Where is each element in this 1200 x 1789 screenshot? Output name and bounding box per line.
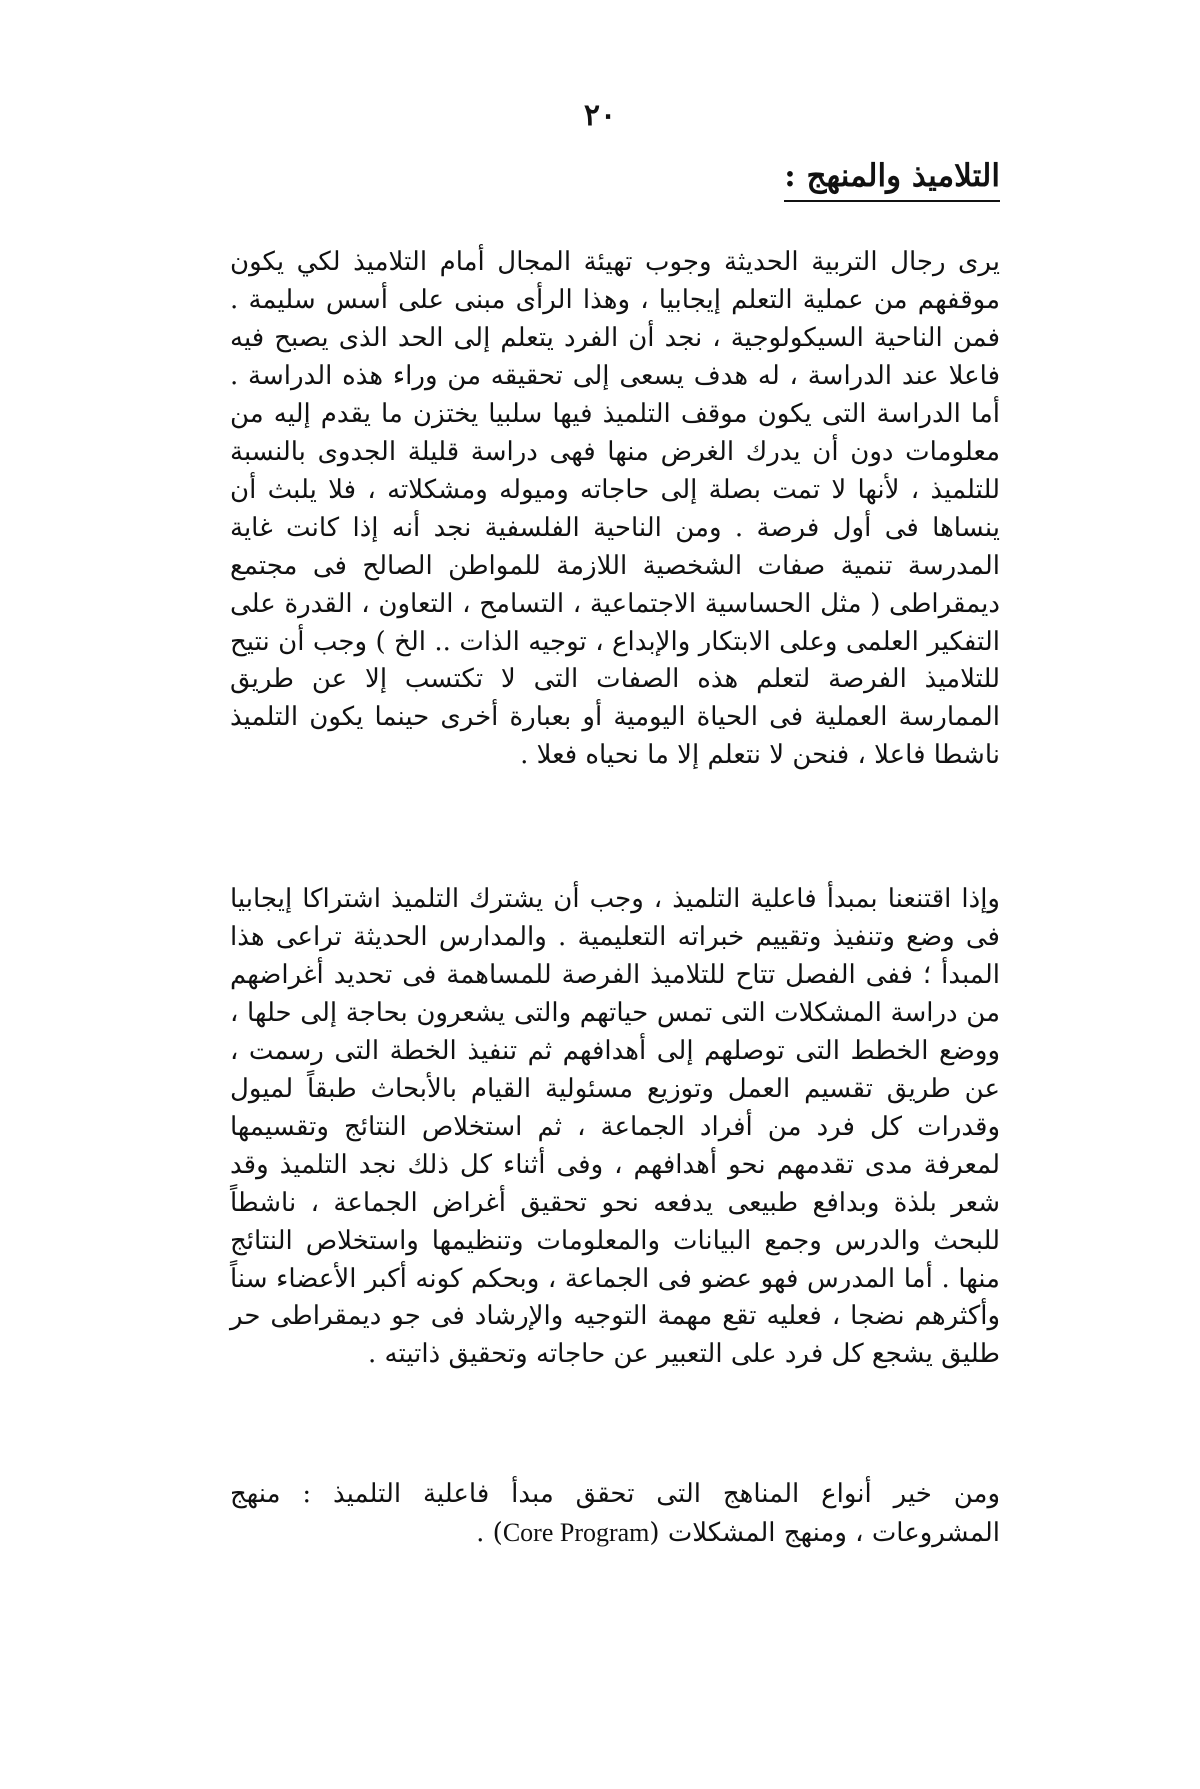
paragraph-1: يرى رجال التربية الحديثة وجوب تهيئة المجال أمام التلاميذ لكي يكون موقفهم من عملية التعلم إيجابيا ، وهذا الرأى مبنى على أسس سليمة . فمن الناحية السيكولوجية ، نجد أن الفرد يتعلم إلى الحد الذى يصبح فيه فاعلا عند الدراسة ، له هدف يسعى إلى تحقيقه من وراء هذه الدراسة . أما الدراسة التى يكون موقف التلميذ فيها سلبيا يختزن ما يقدم إليه من معلومات دون أن يدرك الغرض منها فهى دراسة قليلة الجدوى بالنسبة للتلميذ ، لأنها لا تمت بصلة إلى حاجاته وميوله ومشكلاته ، فلا يلبث أن ينساها فى أول فرصة . ومن الناحية الفلسفية نجد أنه إذا كانت غاية المدرسة تنمية صفات الشخصية اللازمة للمواطن الصالح فى مجتمع ديمقراطى ( مثل الحساسية الاجتماعية ، التسامح ، التعاون ، القدرة على التفكير العلمى وعلى الابتكار والإبداع ، توجيه الذات .. الخ ) وجب أن نتيح للتلاميذ الفرصة لتعلم هذه الصفات التى لا تكتسب إلا عن طريق الممارسة العملية فى الحياة اليومية أو بعبارة أخرى حينما يكون التلميذ ناشطا فاعلا ، فنحن لا نتعلم إلا ما نحياه فعلا . xyxy=(230,247,1000,771)
core-program-term: Core Program xyxy=(502,1517,650,1547)
paragraph-2: وإذا اقتنعنا بمبدأ فاعلية التلميذ ، وجب أن يشترك التلميذ اشتراكا إيجابيا فى وضع وتنفيذ وتقييم خبراته التعليمية . والمدارس الحديثة تراعى هذا المبدأ ؛ ففى الفصل تتاح للتلاميذ الفرصة للمساهمة فى تحديد أغراضهم من دراسة المشكلات التى تمس حياتهم والتى يشعرون بحاجة إلى حلها ، ووضع الخطط التى توصلهم إلى أهدافهم ثم تنفيذ الخطة التى رسمت ، عن طريق تقسيم العمل وتوزيع مسئولية القيام بالأبحاث طبقاً لميول وقدرات كل فرد من أفراد الجماعة ، ثم استخلاص النتائج وتقسيمها لمعرفة مدى تقدمهم نحو أهدافهم ، وفى أثناء كل ذلك نجد التلميذ وقد شعر بلذة وبدافع طبيعى يدفعه نحو تحقيق أغراض الجماعة ، ناشطاً للبحث والدرس وجمع البيانات والمعلومات وتنظيمها واستخلاص النتائج منها . أما المدرس فهو عضو فى الجماعة ، وبحكم كونه أكبر الأعضاء سناً وأكثرهم نضجا ، فعليه تقع مهمة التوجيه والإرشاد فى جو ديمقراطى حر طليق يشجع كل فرد على التعبير عن حاجاته وتحقيق ذاتيته . xyxy=(230,884,1000,1370)
section-heading: التلاميذ والمنهج : xyxy=(784,158,1000,202)
closing-end: ) . xyxy=(476,1517,503,1548)
section-heading-wrapper xyxy=(784,158,1000,202)
closing-text: ومن خير أنواع المناهج التى تحقق مبدأ فاعلية التلميذ : منهج المشروعات ، ومنهج المشكلات ( xyxy=(230,1479,1000,1548)
page-number: ٢٠ xyxy=(583,98,617,133)
paragraph-3 xyxy=(230,1476,1000,1553)
